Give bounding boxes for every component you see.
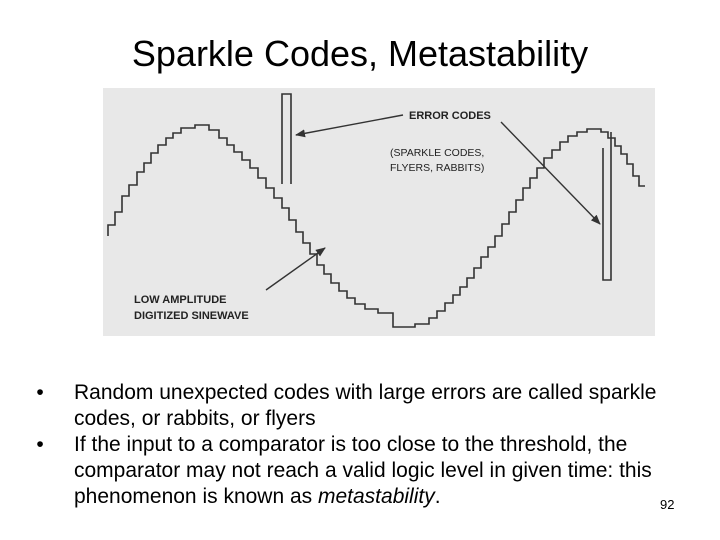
waveform-diagram bbox=[103, 88, 655, 336]
bullet-glyph: • bbox=[36, 433, 44, 456]
error-arrow-left bbox=[296, 115, 403, 135]
error-codes-label: ERROR CODES bbox=[409, 110, 491, 122]
bullet-item-sparkle-codes bbox=[30, 380, 690, 432]
sparkle-code-figure bbox=[103, 88, 655, 336]
sinewave-arrow bbox=[266, 248, 325, 290]
sparkle-spike-down bbox=[603, 132, 611, 280]
low-amplitude-label-line2: DIGITIZED SINEWAVE bbox=[134, 310, 249, 322]
bullet-text-before: If the input to a comparator is too close to the threshold, the comparator may not reach a valid logic level in given time: this phenomenon is known as bbox=[74, 433, 652, 508]
page-number: 92 bbox=[660, 497, 675, 512]
bullet-text-after: . bbox=[434, 485, 441, 508]
sparkle-codes-label-line2: FLYERS, RABBITS) bbox=[390, 162, 485, 174]
sparkle-spike-up bbox=[282, 94, 291, 184]
bullet-item-metastability bbox=[30, 432, 690, 510]
low-amplitude-label-line1: LOW AMPLITUDE bbox=[134, 294, 227, 306]
metastability-term: metastability bbox=[318, 485, 435, 508]
slide-title: Sparkle Codes, Metastability bbox=[131, 33, 589, 74]
bullet-text: Random unexpected codes with large errors are called sparkle codes, or rabbits, or flyers bbox=[74, 381, 657, 430]
bullet-list bbox=[30, 380, 690, 510]
sparkle-codes-label-line1: (SPARKLE CODES, bbox=[390, 147, 485, 159]
bullet-glyph: • bbox=[36, 381, 44, 404]
